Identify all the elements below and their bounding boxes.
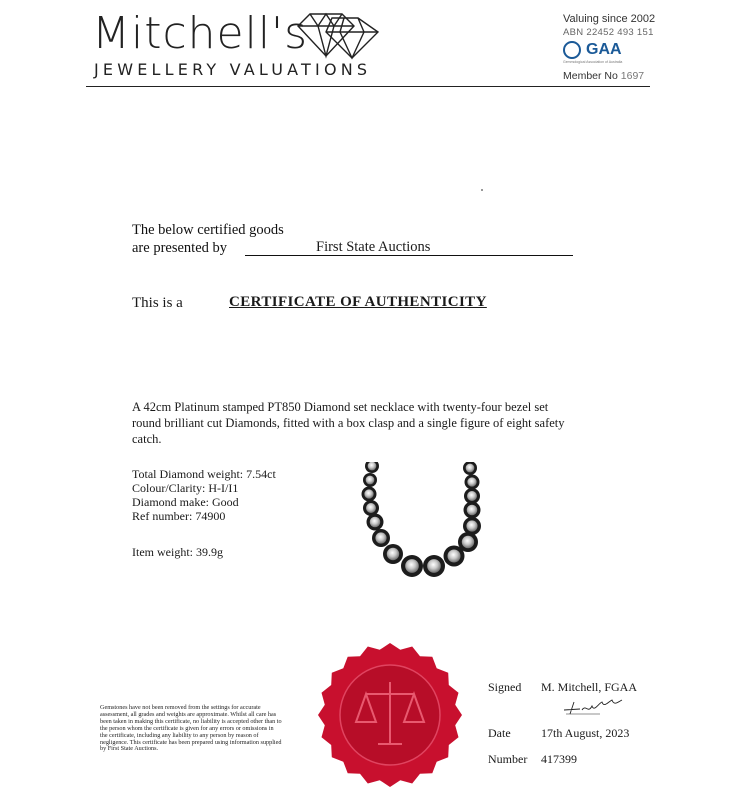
abn-number: ABN 22452 493 151 [563,27,654,38]
item-description: A 42cm Platinum stamped PT850 Diamond set necklace with twenty-four bezel set round brilliant cut Diamonds, fitted with a box clasp and a single figure of eight safety catch. [132,400,565,446]
signature-icon [560,696,626,718]
gaa-emblem-icon [563,41,581,59]
brand-name: Mitchell's [92,8,309,59]
certificate-title: CERTIFICATE OF AUTHENTICITY [229,294,487,310]
gaa-logo: GAA [586,41,622,58]
wax-seal-icon [316,640,464,790]
disclaimer-text: Gemstones have not been removed from the settings for accurate assessment, all grades and weights are approximate. Whilst all care has been taken in making this certificate, no liability is accepted other than to the person whom the certificate is given for any errors or omissions in the certificate, including any liability to any person by reason of negligence. This certificate has been prepared using information supplied by First State Auctions. [100,704,282,753]
signed-label: Signed [488,680,522,694]
spec-colour-clarity: Colour/Clarity: H-I/I1 [132,481,239,495]
spec-ref-number: Ref number: 74900 [132,509,226,523]
member-number [563,70,644,82]
member-value: 1697 [620,70,645,82]
number-label: Number [488,752,528,766]
presenter-name: First State Auctions [316,239,431,255]
number-value: 417399 [541,752,577,766]
valuing-since: Valuing since 2002 [563,13,656,25]
presented-line-2: are presented by [132,240,228,256]
spec-total-weight: Total Diamond weight: 7.54ct [132,467,276,481]
spec-make: Diamond make: Good [132,495,239,509]
gaa-tagline: Gemmological Association of Australia [563,60,623,64]
member-label: Member No [563,70,618,82]
necklace-photo [348,462,500,596]
diamond-logo-icon [296,10,380,60]
header-rule [86,86,650,87]
signed-value: M. Mitchell, FGAA [541,680,637,694]
certificate-prefix: This is a [132,295,183,311]
stray-mark [481,189,483,191]
spec-item-weight: Item weight: 39.9g [132,545,223,559]
date-value: 17th August, 2023 [541,726,630,740]
brand-subtitle: JEWELLERY VALUATIONS [94,60,372,79]
presented-line-1: The below certified goods [132,222,284,238]
date-label: Date [488,726,511,740]
